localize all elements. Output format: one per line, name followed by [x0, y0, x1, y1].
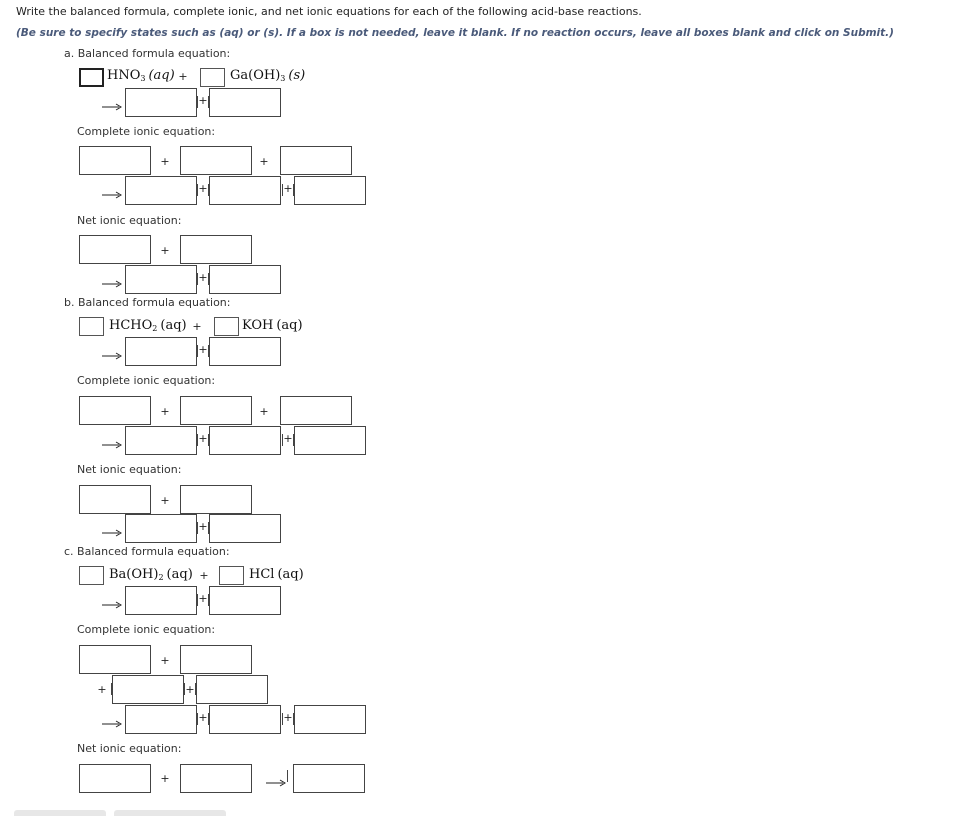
plus-sign: + [160, 772, 170, 785]
formula-subscript: 2 [152, 324, 158, 333]
coefficient-box[interactable] [214, 317, 239, 336]
formula-subscript: 3 [140, 74, 146, 83]
ionic-product-box[interactable] [125, 176, 197, 205]
net-ionic-box[interactable] [79, 235, 151, 264]
divider [287, 770, 288, 782]
reaction-arrow-icon [102, 435, 122, 445]
plus-sign: + [259, 405, 269, 418]
ionic-box[interactable] [79, 645, 151, 674]
complete-ionic-label: Complete ionic equation: [77, 374, 216, 387]
reaction-arrow-icon [102, 185, 122, 195]
complete-ionic-label: Complete ionic equation: [77, 125, 216, 138]
product-box[interactable] [209, 586, 281, 615]
ionic-product-box[interactable] [294, 426, 366, 455]
ionic-box[interactable] [280, 396, 352, 425]
net-ionic-label: Net ionic equation: [77, 463, 182, 476]
formula-base: HCl [249, 567, 275, 582]
product-box[interactable] [209, 337, 281, 366]
plus-sign: + [259, 155, 269, 168]
formula-base: HNO [107, 68, 141, 83]
plus-sign: + [160, 155, 170, 168]
net-ionic-box[interactable] [79, 485, 151, 514]
formula-state: (aq) [160, 318, 187, 333]
plus-sign: + [160, 654, 170, 667]
coefficient-box[interactable] [200, 68, 225, 87]
reaction-arrow-icon [102, 346, 122, 356]
product-box[interactable] [209, 88, 281, 117]
net-ionic-label: Net ionic equation: [77, 742, 182, 755]
coefficient-box[interactable] [219, 566, 244, 585]
plus-sign: + [283, 711, 293, 724]
ionic-product-box[interactable] [125, 426, 197, 455]
ionic-product-box[interactable] [125, 705, 197, 734]
formula-subscript: 3 [280, 74, 286, 83]
reactant-1-formula [109, 318, 187, 333]
ionic-box[interactable] [180, 146, 252, 175]
reaction-arrow-icon [102, 97, 122, 107]
ionic-product-box[interactable] [209, 176, 281, 205]
reactant-2-formula [249, 567, 304, 582]
formula-state: (aq) [166, 567, 193, 582]
reactant-plus-sign: + [192, 320, 202, 333]
reactant-plus-sign: + [199, 569, 209, 582]
plus-sign: + [198, 432, 208, 445]
reaction-arrow-icon [102, 274, 122, 284]
formula-state: (aq) [276, 318, 303, 333]
complete-ionic-label: Complete ionic equation: [77, 623, 216, 636]
formula-base: Ga(OH) [230, 68, 281, 83]
ionic-box[interactable] [79, 396, 151, 425]
ionic-product-box[interactable] [294, 705, 366, 734]
plus-sign: + [97, 683, 107, 696]
secondary-button[interactable] [114, 810, 226, 816]
coefficient-box[interactable] [79, 317, 104, 336]
reactant-1-formula [107, 68, 175, 83]
product-plus-sign: + [198, 94, 208, 107]
submit-button[interactable] [14, 810, 106, 816]
net-ionic-box[interactable] [79, 764, 151, 793]
product-box[interactable] [125, 337, 197, 366]
plus-sign: + [160, 244, 170, 257]
formula-state: (aq) [148, 68, 175, 83]
formula-state: (aq) [277, 567, 304, 582]
net-ionic-product-box[interactable] [293, 764, 365, 793]
coefficient-box[interactable] [79, 68, 104, 87]
plus-sign: + [160, 405, 170, 418]
product-box[interactable] [125, 586, 197, 615]
formula-base: KOH [242, 318, 274, 333]
formula-base: HCHO [109, 318, 153, 333]
plus-sign: + [160, 494, 170, 507]
part-b-heading: b. Balanced formula equation: [64, 296, 231, 309]
net-ionic-box[interactable] [180, 764, 252, 793]
formula-state: (s) [288, 68, 306, 83]
ionic-product-box[interactable] [294, 176, 366, 205]
formula-base: Ba(OH) [109, 567, 159, 582]
plus-sign: + [198, 182, 208, 195]
reactant-1-formula [109, 567, 193, 582]
plus-sign: + [283, 182, 293, 195]
ionic-box[interactable] [180, 396, 252, 425]
ionic-box[interactable] [79, 146, 151, 175]
formula-subscript: 2 [158, 573, 164, 582]
reactant-plus-sign: + [178, 70, 188, 83]
plus-sign: + [185, 683, 195, 696]
plus-sign: + [283, 432, 293, 445]
reaction-arrow-icon [102, 714, 122, 724]
ionic-box[interactable] [196, 675, 268, 704]
instructions: Write the balanced formula, complete ionic, and net ionic equations for each of the following acid-base reactions. [16, 5, 642, 18]
ionic-box[interactable] [112, 675, 184, 704]
reaction-arrow-icon [266, 773, 286, 783]
product-plus-sign: + [198, 520, 208, 533]
ionic-box[interactable] [280, 146, 352, 175]
reaction-arrow-icon [102, 523, 122, 533]
product-box[interactable] [209, 514, 281, 543]
part-c-heading: c. Balanced formula equation: [64, 545, 230, 558]
ionic-box[interactable] [180, 645, 252, 674]
product-box[interactable] [209, 265, 281, 294]
coefficient-box[interactable] [79, 566, 104, 585]
ionic-product-box[interactable] [209, 705, 281, 734]
reactant-2-formula [242, 318, 303, 333]
part-a-heading: a. Balanced formula equation: [64, 47, 231, 60]
reactant-2-formula [230, 68, 305, 83]
product-box[interactable] [125, 265, 197, 294]
product-box[interactable] [125, 514, 197, 543]
net-ionic-box[interactable] [180, 485, 252, 514]
instructions-note: (Be sure to specify states such as (aq) or (s). If a box is not needed, leave it blank. If no reaction occurs, leave all boxes blank and click on Submit.) [16, 27, 894, 39]
net-ionic-label: Net ionic equation: [77, 214, 182, 227]
product-plus-sign: + [198, 592, 208, 605]
product-plus-sign: + [198, 343, 208, 356]
product-box[interactable] [125, 88, 197, 117]
plus-sign: + [198, 711, 208, 724]
product-plus-sign: + [198, 271, 208, 284]
ionic-product-box[interactable] [209, 426, 281, 455]
reaction-arrow-icon [102, 595, 122, 605]
net-ionic-box[interactable] [180, 235, 252, 264]
